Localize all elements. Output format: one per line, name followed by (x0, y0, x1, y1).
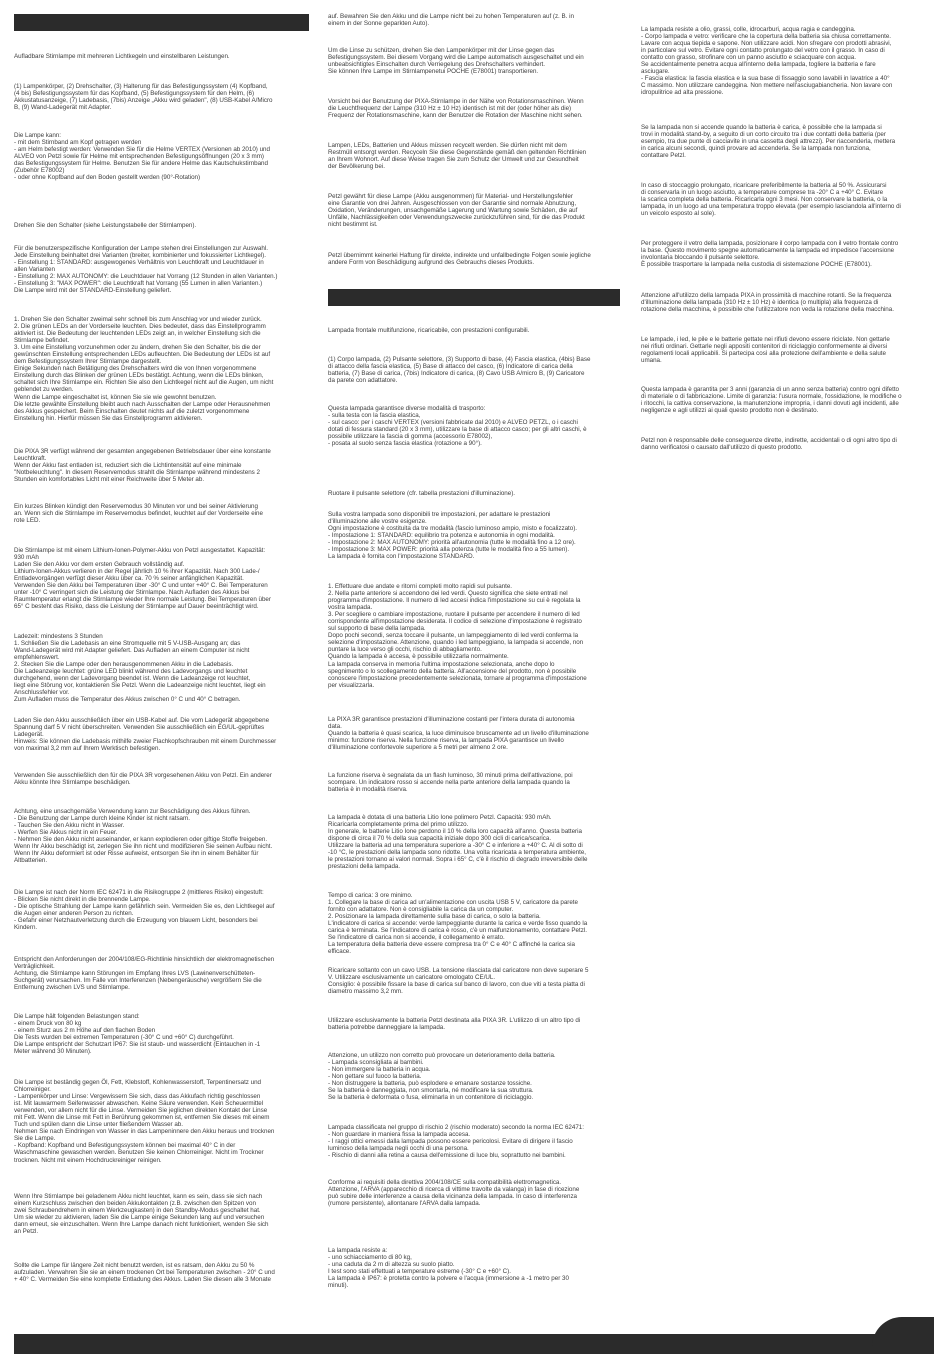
it-paragraph: 1. Effettuare due andate e ritorni completi molto rapidi sul pulsante. 2. Nella parte anteriore si accendono dei led verdi. Questo significa che siete entrati nel programma d'impostazione. Il numero di led accesi indica l'impostazione su cui è regolata la vostra lampada. 3. Per scegliere o cambiare impostazione, ruotare il pulsante per accendere il numero di led corrispondente all'impostazione desiderata. Il codice di selezione d'impostazione è registrato sul supporto di base della lampada. Dopo pochi secondi, senza toccare il pulsante, un lampeggiamento di led verdi conferma la selezione d'impostazione. Attenzione, quando i led lampeggiano, la lampada si accende, non puntare la luce verso gli occhi, rischio di abbagliamento. Quando la lampada è accesa, è possibile utilizzarla normalmente. La lampada conserva in memoria l'ultima impostazione selezionata, anche dopo lo spegnimento o lo scollegamento della batteria. All'accensione del prodotto, non è possibile conoscere l'impostazione precedentemente selezionata, tornare al programma d'impostazione per visualizzarla. (328, 583, 587, 689)
it-paragraph: Questa lampada garantisce diverse modalità di trasporto: - sulla testa con la fascia elastica, - sul casco: per i caschi VERTEX (versioni fabbricate dal 2010) e ALVEO PETZL, o i caschi dotati di fessura standard (20 x 3 mm), utilizzare la base di attacco casco; per gli altri caschi, è possibile utilizzare la fascia di gomma (accessorio E78002), - posata al suolo senza fascia elastica (rotazione a 90°). (328, 405, 587, 448)
it-paragraph: Conforme ai requisiti della direttiva 2004/108/CE sulla compatibilità elettromagnetica. Attenzione, l'ARVA (apparecchio di ricerca di vittime travolte da valanga) in fase di ricezione può subire delle interferenze a causa della vicinanza della lampada. In caso di interferenza (rumore persistente), allontanare l'ARVA dalla lampada. (328, 1179, 580, 1208)
de-paragraph: 1. Drehen Sie den Schalter zweimal sehr schnell bis zum Anschlag vor und wieder zurück. 2. Die grünen LEDs an der Vorderseite leuchten. Dies bedeutet, dass das Einstellprogramm aktiviert ist. Die Bedeutung der leuchtenden LEDs zeigt an, in welcher Einstellung sich die Stirnlampe befindet. 3. Um eine Einstellung vorzunehmen oder zu ändern, drehen Sie den Schalter, bis die der gewünschten Einstellung entsprechenden LEDs aufleuchten. Die Bedeutung der LEDs ist auf dem Befestigungssystem Ihrer Stirnlampe dargestellt. Einige Sekunden nach Betätigung des Drehschalters wird die von Ihnen vorgenommene Einstellung durch das Blinken der grünen LEDs bestätigt. Achtung, wenn die LEDs blinken, schaltet sich Ihre Stirnlampe ein. Richten Sie also den Lichtkegel nicht auf die Augen, um nicht geblendet zu werden. Wenn die Lampe eingeschaltet ist, können Sie sie wie gewohnt benutzen. Die letzte gewählte Einstellung bleibt auch nach Ausschalten der Lampe oder Herausnehmen des Akkus gespeichert. Beim Einschalten deutet nichts auf die zuletzt vorgenommene Einstellung hin. Hierfür müssen Sie das Einstellprogramm aktivieren. (14, 316, 274, 422)
de-paragraph: Ein kurzes Blinken kündigt den Reservemodus 30 Minuten vor und bei seiner Aktivierung an. Wenn sich die Stirnlampe im Reservemodus befindet, leuchtet auf der Vorderseite eine rote LED. (14, 503, 263, 525)
it-paragraph: Attenzione all'utilizzo della lampada PIXA in prossimità di macchine rotanti. Se la frequenza d'illuminazione della lampada (310 Hz ± 10 Hz) è identica (o multipla) alla frequenza di rotazione della macchina, è possibile che l'utilizzatore non veda la rotazione della macchina. (641, 292, 894, 314)
de-paragraph: Verwenden Sie ausschließlich den für die PIXA 3R vorgesehenen Akku von Petzl. Ein anderer Akku könnte Ihre Stirnlampe beschädigen. (14, 772, 272, 787)
footer-bar-cap (872, 1317, 934, 1354)
it-paragraph: Questa lampada è garantita per 3 anni (garanzia di un anno senza batteria) contro ogni difetto di materiale o di fabbricazione. Limite di garanzia: l'usura normale, l'ossidazione, le modifiche o i ritocchi, la cattiva conservazione, la manutenzione impropria, i danni dovuti agli incidenti, alle negligenze e agli utilizzi ai quali questo prodotto non è destinato. (641, 386, 902, 415)
de-paragraph: Die Stirnlampe ist mit einem Lithium-Ionen-Polymer-Akku von Petzl ausgestattet. Kapazität: 930 mAh Laden Sie den Akku vor dem ersten Gebrauch vollständig auf. Lithium-Ionen-Akkus verlieren in der Regel jährlich 10 % ihrer Kapazität. Nach 300 Lade-/ Entladevorgängen verfügt dieser Akku über ca. 70 % seiner anfänglichen Kapazität. Verwenden Sie den Akku bei Temperaturen über -30° C und unter +40° C. Bei Temperaturen unter -10° C verringert sich die Leistung der Stirnlampe. Nach Aufladen des Akkus bei Raumtemperatur erlangt die Stirnlampe wieder Ihre normale Leistung. Bei Temperaturen über 65° C besteht das Risiko, dass die Leistung der Stirnlampe auf Dauer beeinträchtigt wird. (14, 547, 271, 611)
de-paragraph: Ladezeit: mindestens 3 Stunden 1. Schließen Sie die Ladebasis an eine Stromquelle mit 5 V-USB-Ausgang an; das Wand-Ladegerät wird mit Adapter geliefert. Das Aufladen an einem Computer ist nicht empfehlenswert. 2. Stecken Sie die Lampe oder den herausgenommenen Akku in die Ladebasis. Die Ladeanzeige leuchtet: grüne LED blinkt während des Ladevorgangs und leuchtet durchgehend, wenn der Ladevorgang beendet ist. Wenn die Ladeanzeige rot leuchtet, liegt eine Störung vor, kontaktieren Sie Petzl. Wenn die Ladeanzeige nicht leuchtet, liegt ein Anschlussfehler vor. Zum Aufladen muss die Temperatur des Akkus zwischen 0° C und 40° C betragen. (14, 633, 266, 704)
de-paragraph: Die Lampe hält folgenden Belastungen stand: - einem Druck von 80 kg - einem Sturz aus 2 m Höhe auf den flachen Boden Die Tests wurden bei extremen Temperaturen (-30° C und +60° C) durchgeführt. Die Lampe entspricht der Schutzart IP67: Sie ist staub- und wasserdicht (Eintauchen in -1 Meter während 30 Minuten). (14, 1013, 261, 1056)
de-paragraph: Aufladbare Stirnlampe mit mehreren Lichtkegeln und einstellbaren Leistungen. (14, 53, 230, 60)
it-paragraph: Se la lampada non si accende quando la batteria è carica, è possibile che la lampada si trovi in modalità stand-by, a seguito di un corto circuito tra i due contatti della batteria (per esempio, tra due punte di cacciavite in una cassetta degli attrezzi). Per riaccenderla, mettera in carica alcuni secondi, quindi provare ad accenderla. Se la lampada non funziona, contattare Petzl. (641, 124, 896, 160)
footer-bar (14, 1334, 902, 1354)
de-paragraph: Lampen, LEDs, Batterien und Akkus müssen recycelt werden. Sie dürfen nicht mit dem Restmüll entsorgt werden. Recyceln Sie diese Gegenstände gemäß den geltenden Richtlinien an Ihrem Wohnort. Auf diese Weise tragen Sie zum Schutz der Umwelt und zur Gesundheit der Bevölkerung bei. (328, 142, 587, 171)
it-paragraph: La lampada è dotata di una batteria Litio Ione polimero Petzl. Capacità: 930 mAh. Ricaricarla completamente prima del primo utilizzo. In generale, le batterie Litio Ione perdono il 10 % della loro capacità all'anno. Questa batteria dispone di circa il 70 % della sua capacità iniziale dopo 300 cicli di carica/scarica. Utilizzare la batteria ad una temperatura superiore a -30° C e inferiore a +40° C. Al di sotto di -10 °C, le prestazioni della lampada sono ridotte. Una volta ricaricata a temperatura ambiente, le prestazioni tornano ai valori normali. Sopra i 65° C, c'è il rischio di degrado irreversibile delle prestazioni della lampada. (328, 814, 588, 871)
de-paragraph: Petzl gewährt für diese Lampe (Akku ausgenommen) für Material- und Herstellungsfehler eine Garantie von drei Jahren. Ausgeschlossen von der Garantie sind normale Abnutzung, Oxidation, Veränderungen, unsachgemäße Lagerung und Wartung sowie Schäden, die auf Unfälle, Nachlässigkeiten oder Verwendungszwecke zurückzuführen sind, für die das Produkt nicht bestimmt ist. (328, 193, 585, 229)
de-paragraph: Laden Sie den Akku ausschließlich über ein USB-Kabel auf. Die vom Ladegerät abgegebene Spannung darf 5 V nicht überschreiten. Verwenden Sie ausschließlich ein EG/UL-geprüftes Ladegerät. Hinweis: Sie können die Ladebasis mithilfe zweier Flachkopfschrauben mit einem Durchmesser von maximal 3,2 mm auf Ihrem Werktisch befestigen. (14, 717, 277, 753)
de-paragraph: Für die benutzerspezifische Konfiguration der Lampe stehen drei Einstellungen zur Auswahl. Jede Einstellung beinhaltet drei Varianten (breiter, kombinierter und fokussierter Lichtkegel). - Einstellung 1: STANDARD: ausgewogenes Verhältnis von Leuchtkraft und Leuchtdauer in allen Varianten - Einstellung 2: MAX AUTONOMY: die Leuchtdauer hat Vorrang (12 Stunden in allen Varianten.) - Einstellung 3: "MAX POWER": die Leuchtkraft hat Vorrang (55 Lumen in allen Varianten.) Die Lampe wird mit der STANDARD-Einstellung geliefert. (14, 245, 278, 295)
it-paragraph: La PIXA 3R garantisce prestazioni d'illuminazione costanti per l'intera durata di autonomia data. Quando la batteria è quasi scarica, la luce diminuisce bruscamente ad un livello d'illuminazione minimo: funzione riserva. Nella funzione riserva, la lampada PIXA garantisce un livello d'illuminazione confortevole superiore a 5 metri per almeno 2 ore. (328, 716, 589, 752)
de-paragraph: Wenn Ihre Stirnlampe bei geladenem Akku nicht leuchtet, kann es sein, dass sie sich nach einem Kurzschluss zwischen den beiden Akkukontakten (z.B. zwischen den Spitzen von zwei Schraubendrehern in einem Werkzeugkasten) in den Standby-Modus geschaltet hat. Um sie wieder zu aktivieren, laden Sie die Lampe einige Sekunden lang auf und versuchen dann erneut, sie einzuschalten. Wenn Ihre Lampe danach nicht funktioniert, wenden Sie sich an Petzl. (14, 1193, 269, 1236)
it-paragraph: La lampada resiste a: - uno schiacciamento di 80 kg, - una caduta da 2 m di altezza su suolo piatto. I test sono stati effettuati a temperature estreme (-30° C e +60° C). La lampada è IP67: è protetta contro la polvere e l'acqua (immersione a -1 metro per 30 minuti). (328, 1247, 569, 1290)
it-paragraph: Lampada frontale multifunzione, ricaricabile, con prestazioni configurabili. (328, 327, 530, 334)
it-paragraph: Attenzione, un utilizzo non corretto può provocare un deterioramento della batteria. - Lampada sconsigliata ai bambini. - Non immergere la batteria in acqua. - Non gettare sul fuoco la batteria. - Non distruggere la batteria, può esplodere e emanare sostanze tossiche. Se la batteria è danneggiata, non smontarla, né modificare la sua struttura. Se la batteria è deformata o fusa, eliminarla in un contenitore di riciclaggio. (328, 1052, 556, 1102)
section-header-bar-it (328, 289, 620, 306)
it-paragraph: Per proteggere il vetro della lampada, posizionare il corpo lampada con il vetro frontale contro la base. Questo movimento spegne automaticamente la lampada ed impedisce l'accensione involontaria bloccando il pulsante selettore. È possibile trasportare la lampada nella custodia di sistemazione POCHE (E78001). (641, 240, 899, 269)
it-paragraph: Petzl non è responsabile delle conseguenze dirette, indirette, accidentali o di ogni altro tipo di danno verificatosi o causato dall'utilizzo di questo prodotto. (641, 437, 897, 452)
it-paragraph: Tempo di carica: 3 ore minimo. 1. Collegare la base di carica ad un'alimentazione con uscita USB 5 V, caricatore da parete fornito con adattatore. Non è consigliabile la carica da un computer. 2. Posizionare la lampada direttamente sulla base di carica, o solo la batteria. L'indicatore di carica si accende: verde lampeggiante durante la carica e verde fisso quando la carica è terminata. Se l'indicatore di carica è rosso, c'è un malfunzionamento, contattare Petzl. Se l'indicatore di carica non si accende, il collegamento è errato. La temperatura della batteria deve essere compresa tra 0° C e 40° C affinché la carica sia efficace. (328, 892, 588, 956)
de-paragraph: Sollte die Lampe für längere Zeit nicht benutzt werden, ist es ratsam, den Akku zu 50 % aufzuladen. Verwahren Sie sie an einem trockenen Ort bei Temperaturen zwischen - 20° C und + 40° C. Vermeiden Sie eine komplette Entladung des Akkus. Laden Sie diesen alle 3 Monate (14, 1262, 275, 1284)
it-paragraph: Lampada classificata nel gruppo di rischio 2 (rischio moderato) secondo la norma IEC 62471: - Non guardare in maniera fissa la lampada accesa. - I raggi ottici emessi dalla lampada possono essere pericolosi. Evitare di dirigere il fascio luminoso della lampada negli occhi di una persona. - Rischio di danni alla retina a causa dell'emissione di luce blu, soprattutto nei bambini. (328, 1124, 584, 1160)
it-paragraph: Ruotare il pulsante selettore (cfr. tabella prestazioni d'illuminazione). (328, 490, 515, 497)
de-paragraph: Petzl übernimmt keinerlei Haftung für direkte, indirekte und unfallbedingte Folgen sowie jegliche andere Form von Beschädigung aufgrund des Gebrauchs dieses Produkts. (328, 252, 591, 267)
de-paragraph: Um die Linse zu schützen, drehen Sie den Lampenkörper mit der Linse gegen das Befestigungssystem. Bei diesem Vorgang wird die Lampe automatisch ausgeschaltet und ein unbeabsichtigtes Einschalten durch Verriegelung des Drehschalters verhindert. Sie können Ihre Lampe im Stirnlampenetui POCHE (E78001) transportieren. (328, 47, 584, 76)
section-header-bar-de (14, 14, 309, 31)
it-paragraph: Le lampade, i led, le pile e le batterie gettate nei rifiuti devono essere riciclate. Non gettarle nei rifiuti ordinari. Gettarle negli appositi contenitori di riciclaggio conformemente ai diversi regolamenti locali applicabili. Si partecipa così alla protezione dell'ambiente e della salute umana. (641, 336, 890, 365)
de-paragraph: Achtung, eine unsachgemäße Verwendung kann zur Beschädigung des Akkus führen. - Die Benutzung der Lampe durch kleine Kinder ist nicht ratsam. - Tauchen Sie den Akku nicht in Wasser. - Werfen Sie Akkus nicht in ein Feuer. - Nehmen Sie den Akku nicht auseinander, er kann explodieren oder giftige Stoffe freigeben. Wenn Ihr Akku beschädigt ist, zerlegen Sie ihn nicht und modifizieren Sie seinen Aufbau nicht. Wenn Ihr Akku deformiert ist oder Risse aufweist, entsorgen Sie ihn in einem Behälter für Altbatterien. (14, 808, 273, 865)
it-paragraph: Sulla vostra lampada sono disponibili tre impostazioni, per adattare le prestazioni d'illuminazione alle vostre esigenze. Ogni impostazione è costituita da tre modalità (fascio luminoso ampio, misto e focalizzato). - Impostazione 1: STANDARD: equilibrio tra potenza e autonomia in ogni modalità. - Impostazione 2: MAX AUTONOMY: priorità all'autonomia (tutte le modalità fino a 12 ore). - Impostazione 3: MAX POWER: priorità alla potenza (tutte le modalità fino a 55 lumen). La lampada è fornita con l'impostazione STANDARD. (328, 511, 577, 561)
de-paragraph: Die Lampe ist beständig gegen Öl, Fett, Klebstoff, Kohlenwasserstoff, Terpentinersatz und Chlorreiniger. - Lampenkörper und Linse: Vergewissern Sie sich, dass das Akkufach richtig geschlossen ist. Mit lauwarmem Seifenwasser abwaschen. Keine Säure verwenden. Kein Scheuermittel verwenden, vor allem nicht für die Linse. Vermeiden Sie jeglichen direkten Kontakt der Linse mit Fett. Wenn die Linse mit Fett in Berührung gekommen ist, entfernen Sie dieses mit einem Tuch und spülen dann die Linse unter fließendem Wasser ab. Nehmen Sie nach Eindringen von Wasser in das Lampeninnere den Akku heraus und trocknen Sie die Lampe. - Kopfband: Kopfband und Befestigungssystem können bei maximal 40° C in der Waschmaschine gewaschen werden. Benutzen Sie keinen Chlorreiniger. Nicht im Trockner trocknen. Nicht mit einem Hochdruckreiniger reinigen. (14, 1079, 275, 1164)
de-paragraph: (1) Lampenkörper, (2) Drehschalter, (3) Halterung für das Befestigungssystem (4) Kopfband, (4 bis) Befestigungssystem für das Kopfband, (5) Befestigungssystem für den Helm, (6) Akkustatusanzeige, (7) Ladebasis, (7bis) Anzeige „Akku wird geladen", (8) USB-Kabel A/Micro B, (9) Wand-Ladegerät mit Adapter. (14, 83, 273, 112)
it-paragraph: La lampada resiste a olio, grassi, colle, idrocarburi, acqua ragia e candeggina. - Corpo lampada e vetro: verificare che la copertura della batteria sia chiusa correttamente. Lavare con acqua tiepida e sapone. Non utilizzare acidi. Non sfregare con prodotti abrasivi, in particolare sul vetro. Evitare ogni contatto prolungato del vetro con il grasso. In caso di contatto con grasso, strofinare con un panno asciutto e sciacquare con acqua. Se accidentalmente penetra acqua all'interno della lampada, togliere la batteria e fare asciugare. - Fascia elastica: la fascia elastica e la sua base di fissaggio sono lavabili in lavatrice a 40° C massimo. Non utilizzare candeggina. Non mettere nell'asciugabiancheria. Non lavare con idropulitrice ad alta pressione. (641, 26, 893, 97)
it-paragraph: In caso di stoccaggio prolungato, ricaricare preferibilmente la batteria al 50 %. Assicurarsi di conservarla in un luogo asciutto, a temperature comprese tra -20° C a +40° C. Evitare la scarica completa della batteria. Ricaricarla ogni 3 mesi. Non conservare la batteria, o la lampada, in un luogo ad una temperatura troppo elevata (per esempio lasciandola all'interno di un veicolo esposto al sole). (641, 182, 901, 218)
de-paragraph: Entspricht den Anforderungen der 2004/108/EG-Richtlinie hinsichtlich der elektromagnetischen Verträglichkeit. Achtung, die Stirnlampe kann Störungen im Empfang Ihres LVS (Lawinenverschütteten- Suchgerät) verursachen. Im Falle von Interferenzen (Nebengeräusche) vergrößern Sie die Entfernung zwischen LVS und Stirnlampe. (14, 956, 275, 992)
de-paragraph: auf. Bewahren Sie den Akku und die Lampe nicht bei zu hohen Temperaturen auf (z. B. in einem in der Sonne geparkten Auto). (328, 13, 574, 28)
de-paragraph: Die Lampe kann: - mit dem Stirnband am Kopf getragen werden - am Helm befestigt werden: Verwenden Sie für die Helme VERTEX (Versionen ab 2010) und ALVEO von Petzl sowie für Helme mit entsprechenden Befestigungsöffnungen (20 x 3 mm) das Befestigungssystem für Helme. Benutzen Sie für andere Helme das Kautschukstirnband (Zubehör E78002) - oder ohne Kopfband auf den Boden gestellt werden (90°-Rotation) (14, 132, 270, 182)
de-paragraph: Die PIXA 3R verfügt während der gesamten angegebenen Betriebsdauer über eine konstante Leuchtkraft. Wenn der Akku fast entladen ist, reduziert sich die Lichtintensität auf eine minimale "Notbeleuchtung". In diesem Reservemodus strahlt die Stirnlampe während mindestens 2 Stunden ein komfortables Licht mit einer Reichweite über 5 Meter ab. (14, 448, 271, 484)
de-paragraph: Die Lampe ist nach der Norm IEC 62471 in die Risikogruppe 2 (mittleres Risiko) eingestuft: - Blicken Sie nicht direkt in die brennende Lampe. - Die optische Strahlung der Lampe kann gefährlich sein. Vermeiden Sie es, den Lichtkegel auf die Augen einer anderen Person zu richten. - Gefahr einer Netzhautverletzung durch die Erzeugung von blauem Licht, besonders bei Kindern. (14, 889, 275, 932)
de-paragraph: Drehen Sie den Schalter (siehe Leistungstabelle der Stirnlampen). (14, 222, 197, 229)
it-paragraph: La funzione riserva è segnalata da un flash luminoso, 30 minuti prima dell'attivazione, poi scompare. Un indicatore rosso si accende nella parte anteriore della lampada quando la batteria è in modalità riserva. (328, 772, 573, 794)
de-paragraph: Vorsicht bei der Benutzung der PIXA-Stirnlampe in der Nähe von Rotationsmaschinen. Wenn die Leuchtfrequenz der Lampe (310 Hz ± 10 Hz) identisch ist mit der (oder höher als die) Frequenz der Rotationsmaschine, kann der Benutzer die Rotation der Maschine nicht sehen. (328, 98, 584, 120)
it-paragraph: Ricaricare soltanto con un cavo USB. La tensione rilasciata dal caricatore non deve superare 5 V. Utilizzare esclusivamente un caricatore omologato CE/UL. Consiglio: è possibile fissare la base di carica sul banco di lavoro, con due viti a testa piatta di diametro massimo 3,2 mm. (328, 967, 589, 996)
it-paragraph: Utilizzare esclusivamente la batteria Petzl destinata alla PIXA 3R. L'utilizzo di un altro tipo di batteria potrebbe danneggiare la lampada. (328, 1017, 581, 1032)
it-paragraph: (1) Corpo lampada, (2) Pulsante selettore, (3) Supporto di base, (4) Fascia elastica, (4bis) Base di attacco della fascia elastica, (5) Base di attacco del casco, (6) Indicatore di carica della batteria, (7) Base di carica, (7bis) Indicatore di carica, (8) Cavo USB A/micro B, (9) Caricatore da parete con adattatore. (328, 356, 591, 385)
